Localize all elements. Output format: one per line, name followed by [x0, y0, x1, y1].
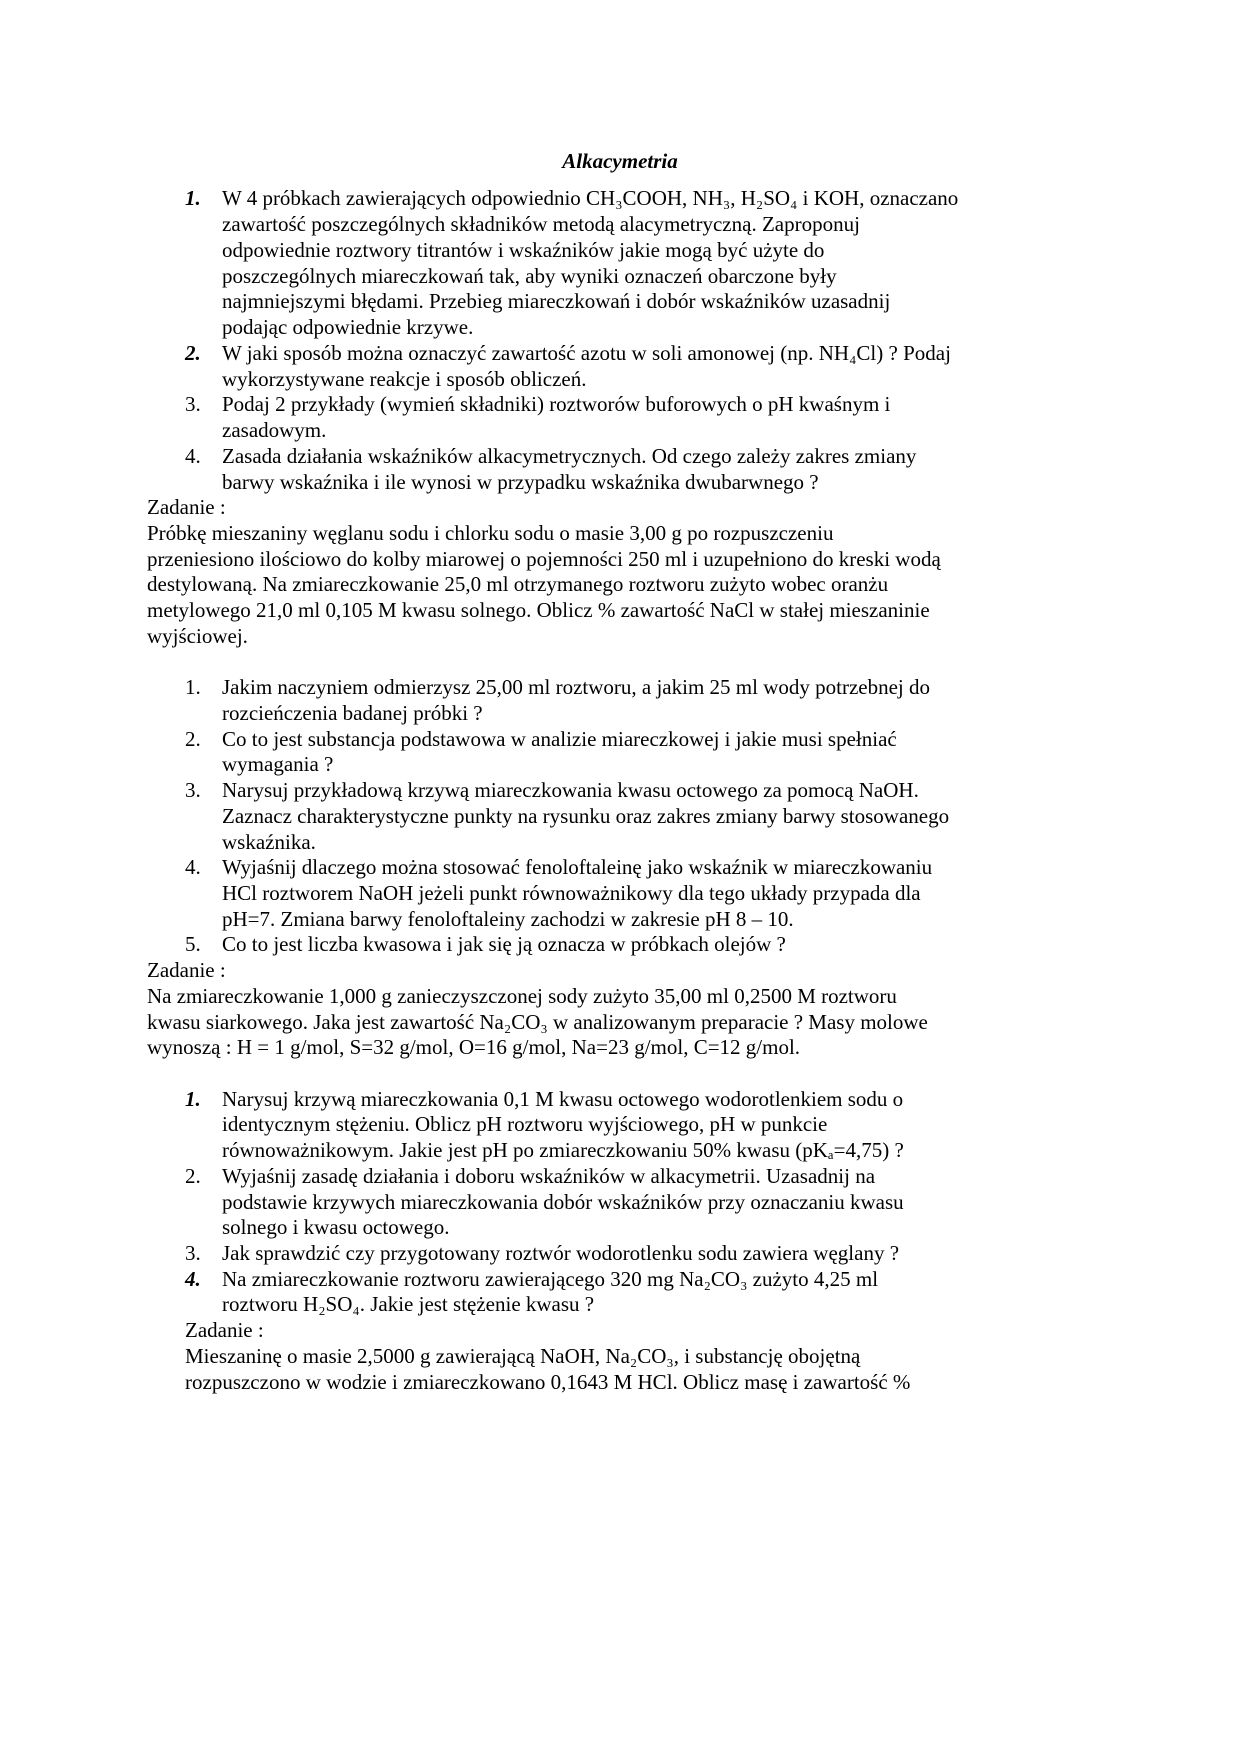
task-line: metylowego 21,0 ml 0,105 M kwasu solnego. Oblicz % zawartość NaCl w stałej mieszaninie [147, 598, 930, 622]
task-line: Próbkę mieszaniny węglanu sodu i chlorku sodu o masie 3,00 g po rozpuszczeniu [147, 521, 834, 545]
list-number: 1. [185, 675, 201, 699]
list-number: 1. [185, 1087, 201, 1111]
list-item-line: W jaki sposób można oznaczyć zawartość azotu w soli amonowej (np. NH₄Cl) ? Podaj [222, 341, 951, 365]
list-item-line: wymagania ? [222, 752, 334, 776]
document-title: Alkacymetria [562, 149, 678, 173]
list-item-line: pH=7. Zmiana barwy fenoloftaleiny zachodzi w zakresie pH 8 – 10. [222, 907, 794, 931]
list-number: 3. [185, 1241, 201, 1265]
task-line: wyjściowej. [147, 624, 248, 648]
list-item-line: Narysuj przykładową krzywą miareczkowania kwasu octowego za pomocą NaOH. [222, 778, 919, 802]
list-item-line: wskaźnika. [222, 830, 316, 854]
list-number: 2. [185, 341, 201, 365]
list-number: 1. [185, 186, 201, 210]
list-number: 4. [185, 1267, 201, 1291]
list-item-line: Co to jest liczba kwasowa i jak się ją oznacza w próbkach olejów ? [222, 932, 786, 956]
list-item-line: Zaznacz charakterystyczne punkty na rysunku oraz zakres zmiany barwy stosowanego [222, 804, 950, 828]
list-item-line: HCl roztworem NaOH jeżeli punkt równoważnikowy dla tego układy przypada dla [222, 881, 921, 905]
list-number: 4. [185, 855, 201, 879]
task-line: Mieszaninę o masie 2,5000 g zawierającą NaOH, Na₂CO₃, i substancję obojętną [185, 1344, 861, 1368]
list-item-line: Wyjaśnij dlaczego można stosować fenoloftaleinę jako wskaźnik w miareczkowaniu [222, 855, 933, 879]
list-item-line: odpowiednie roztwory titrantów i wskaźników jakie mogą być użyte do [222, 238, 825, 262]
task-label: Zadanie : [147, 958, 226, 982]
task-label: Zadanie : [185, 1318, 264, 1342]
task-line: wynoszą : H = 1 g/mol, S=32 g/mol, O=16 g/mol, Na=23 g/mol, C=12 g/mol. [147, 1035, 801, 1059]
task-line: kwasu siarkowego. Jaka jest zawartość Na₂CO₃ w analizowanym preparacie ? Masy molowe [147, 1010, 928, 1034]
list-number: 5. [185, 932, 201, 956]
list-item-line: Jak sprawdzić czy przygotowany roztwór wodorotlenku sodu zawiera węglany ? [222, 1241, 900, 1265]
list-number: 2. [185, 727, 201, 751]
list-item-line: podstawie krzywych miareczkowania dobór wskaźników przy oznaczaniu kwasu [222, 1190, 904, 1214]
list-number: 3. [185, 778, 201, 802]
task-line: rozpuszczono w wodzie i zmiareczkowano 0,1643 M HCl. Oblicz masę i zawartość % [185, 1370, 911, 1394]
list-item-line: rozcieńczenia badanej próbki ? [222, 701, 483, 725]
list-item-line: Narysuj krzywą miareczkowania 0,1 M kwasu octowego wodorotlenkiem sodu o [222, 1087, 904, 1111]
list-item-line: wykorzystywane reakcje i sposób obliczeń. [222, 367, 587, 391]
list-item-line: równoważnikowym. Jakie jest pH po zmiareczkowaniu 50% kwasu (pKₐ=4,75) ? [222, 1138, 904, 1162]
list-number: 2. [185, 1164, 201, 1188]
list-item-line: Zasada działania wskaźników alkacymetrycznych. Od czego zależy zakres zmiany [222, 444, 917, 468]
list-item-line: najmniejszymi błędami. Przebieg miareczkowań i dobór wskaźników uzasadnij [222, 289, 891, 313]
list-item-line: zasadowym. [222, 418, 327, 442]
list-item-line: W 4 próbkach zawierających odpowiednio CH₃COOH, NH₃, H₂SO₄ i KOH, oznaczano [222, 186, 959, 210]
list-item-line: roztworu H₂SO₄. Jakie jest stężenie kwasu ? [222, 1292, 595, 1316]
list-item-line: Podaj 2 przykłady (wymień składniki) roztworów buforowych o pH kwaśnym i [222, 392, 891, 416]
list-item-line: Na zmiareczkowanie roztworu zawierającego 320 mg Na₂CO₃ zużyto 4,25 ml [222, 1267, 879, 1291]
list-item-line: barwy wskaźnika i ile wynosi w przypadku wskaźnika dwubarwnego ? [222, 470, 819, 494]
list-item-line: solnego i kwasu octowego. [222, 1215, 450, 1239]
task-label: Zadanie : [147, 495, 226, 519]
list-item-line: Wyjaśnij zasadę działania i doboru wskaźników w alkacymetrii. Uzasadnij na [222, 1164, 876, 1188]
list-item-line: identycznym stężeniu. Oblicz pH roztworu wyjściowego, pH w punkcie [222, 1112, 828, 1136]
list-item-line: zawartość poszczególnych składników metodą alacymetryczną. Zaproponuj [222, 212, 860, 236]
task-line: destylowaną. Na zmiareczkowanie 25,0 ml otrzymanego roztworu zużyto wobec oranżu [147, 572, 889, 596]
list-item-line: poszczególnych miareczkowań tak, aby wyniki oznaczeń obarczone były [222, 264, 837, 288]
list-number: 3. [185, 392, 201, 416]
list-item-line: Jakim naczyniem odmierzysz 25,00 ml roztworu, a jakim 25 ml wody potrzebnej do [222, 675, 930, 699]
list-item-line: podając odpowiednie krzywe. [222, 315, 474, 339]
task-line: Na zmiareczkowanie 1,000 g zanieczyszczonej sody zużyto 35,00 ml 0,2500 M roztworu [147, 984, 897, 1008]
list-number: 4. [185, 444, 201, 468]
task-line: przeniesiono ilościowo do kolby miarowej o pojemności 250 ml i uzupełniono do kreski wodą [147, 547, 941, 571]
list-item-line: Co to jest substancja podstawowa w analizie miareczkowej i jakie musi spełniać [222, 727, 897, 751]
